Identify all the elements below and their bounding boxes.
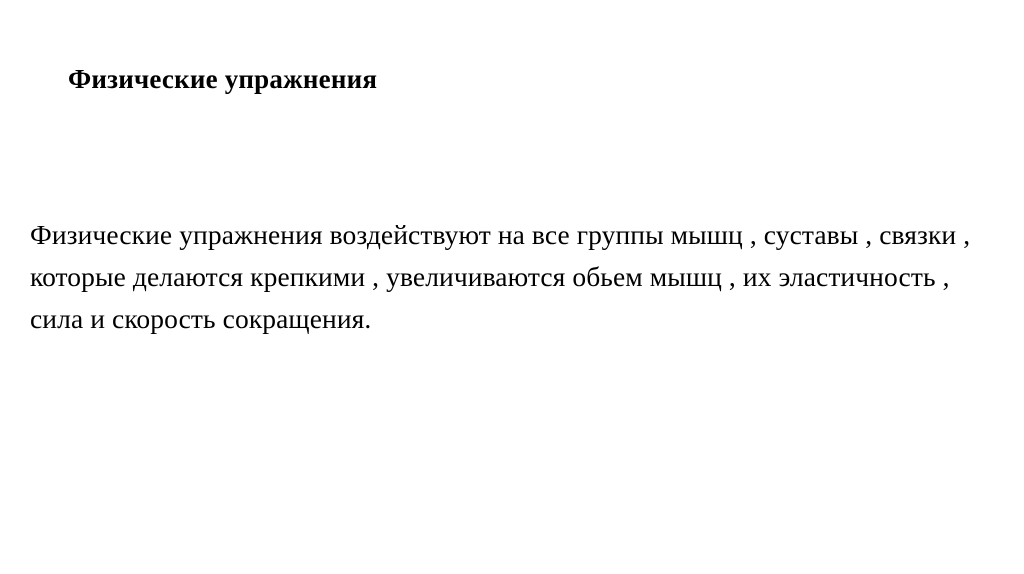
page-title: Физические упражнения [68,64,378,95]
slide-body-text: Физические упражнения воздействуют на все группы мышц , суставы , связки , которые делаются крепкими , увеличиваются обьем мышц , их эластичность , сила и скорость сокращения. [30,218,971,334]
